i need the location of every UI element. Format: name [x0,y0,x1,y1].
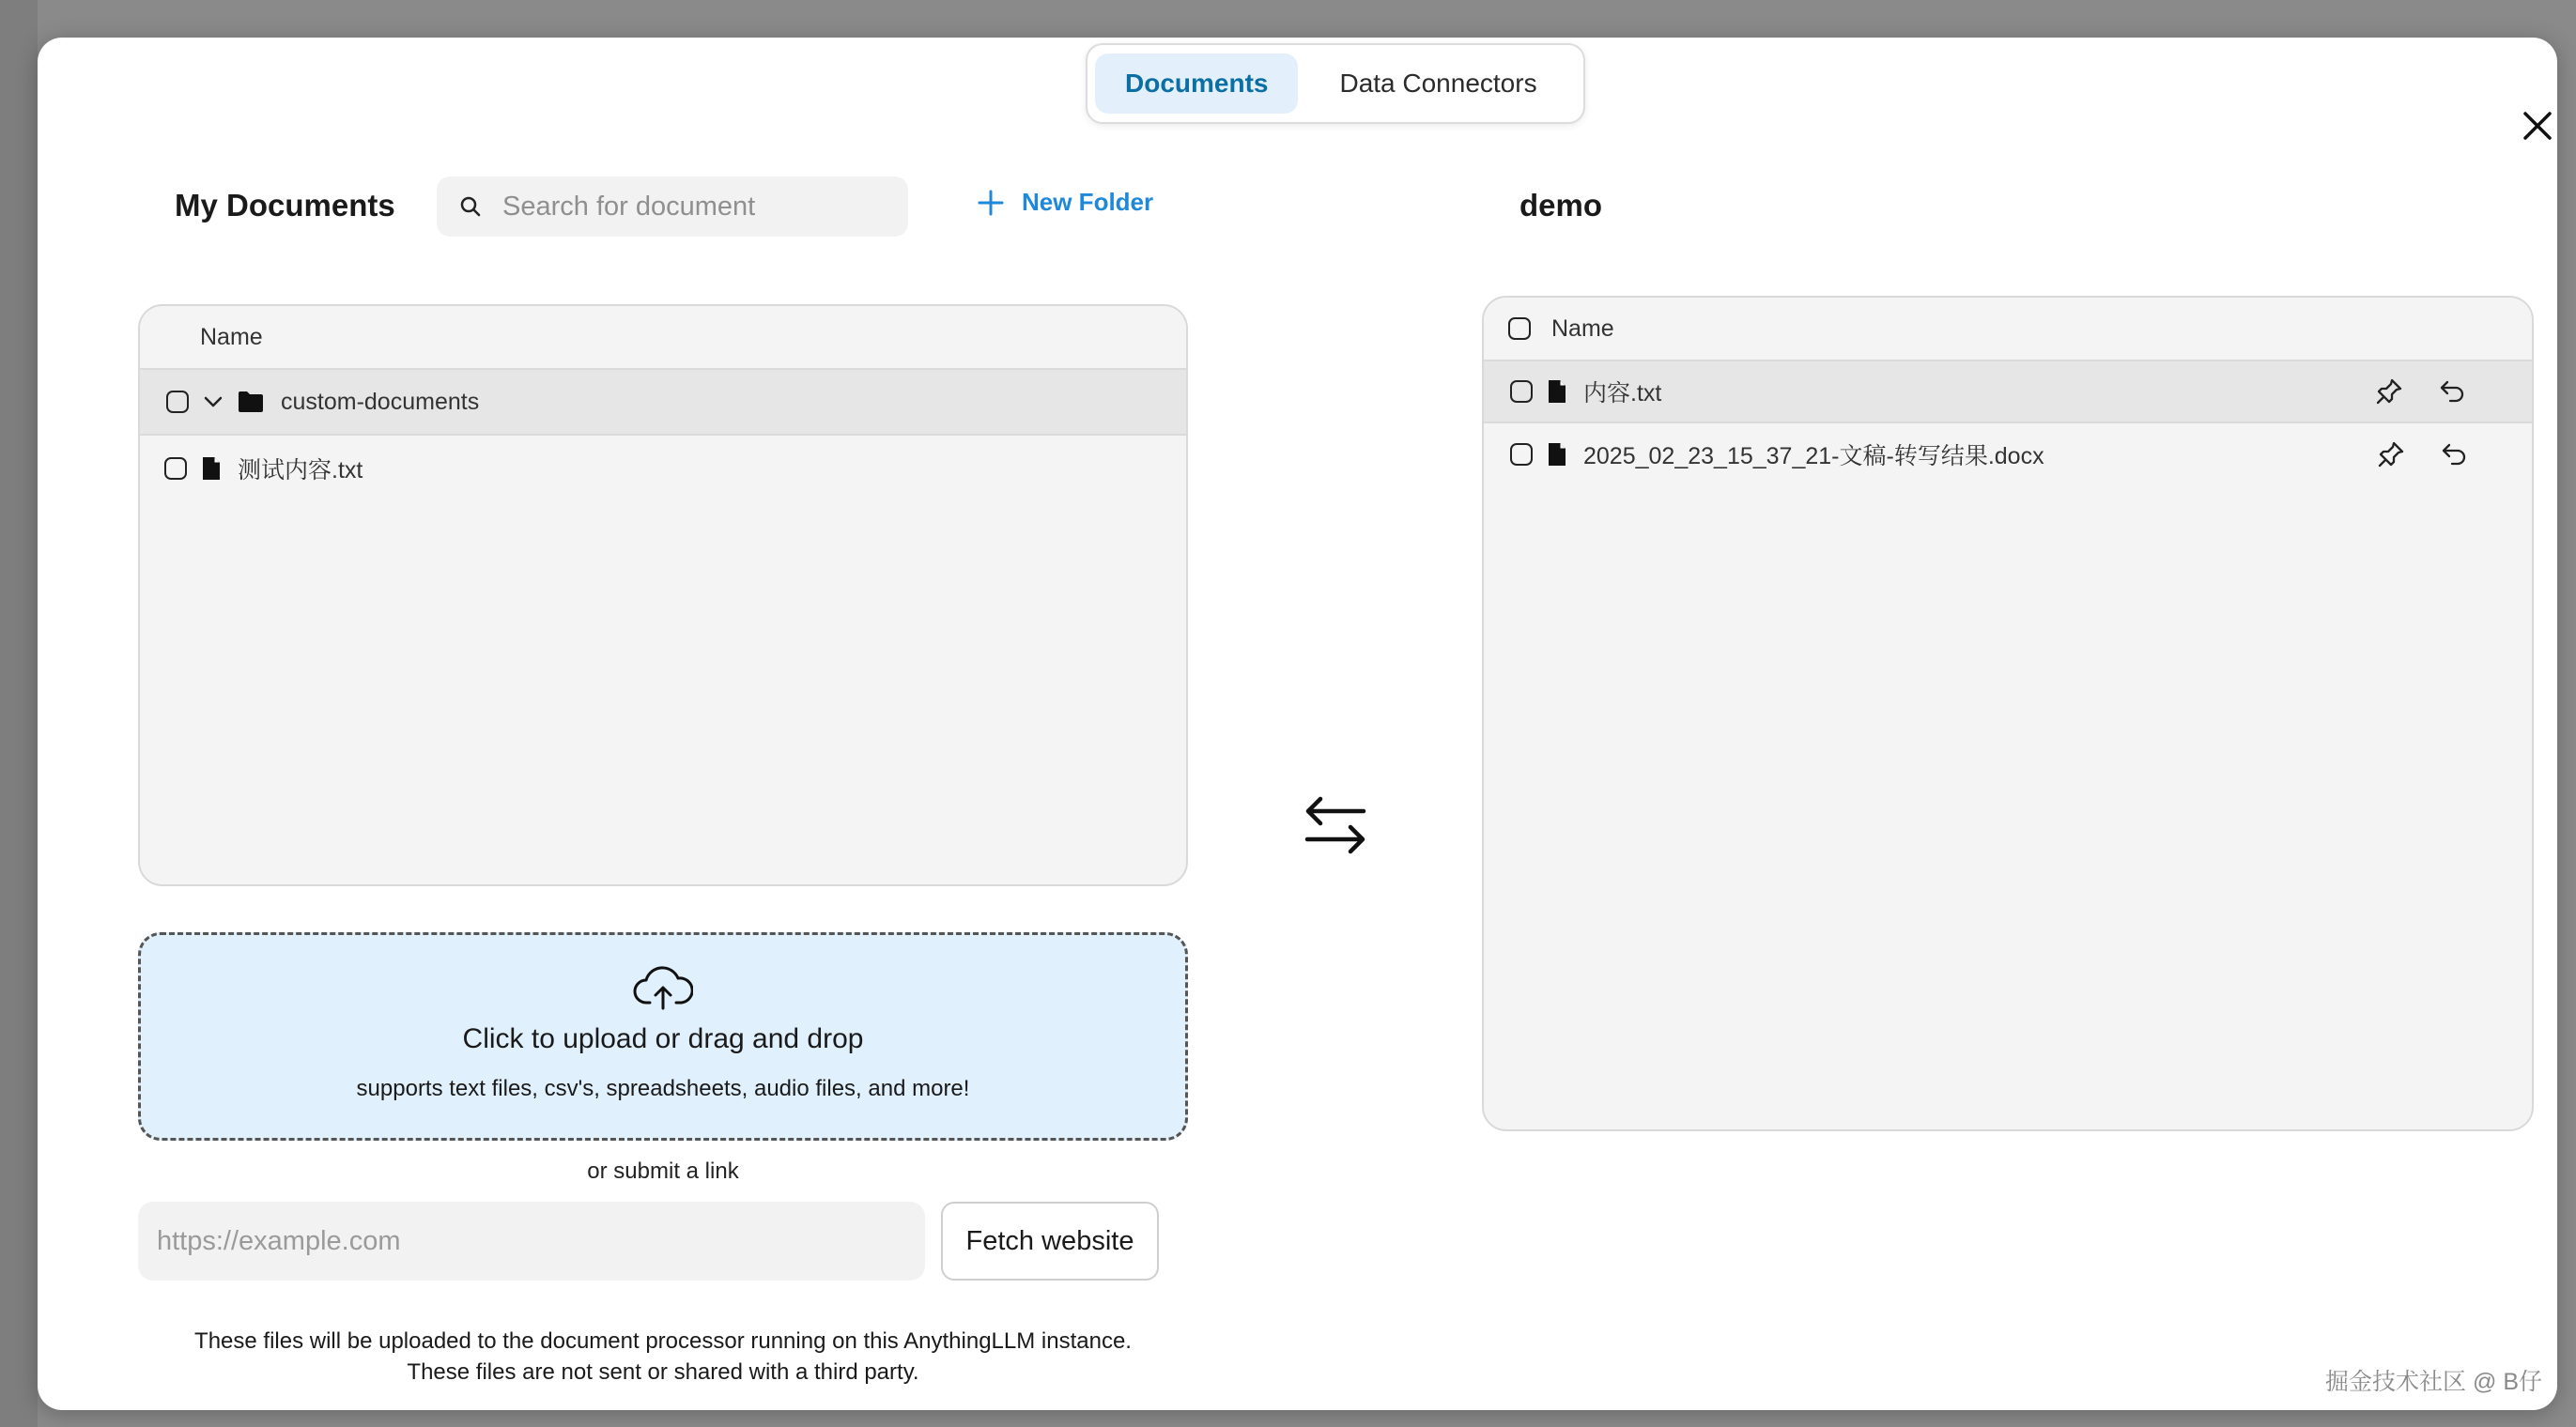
file-row[interactable] [140,436,1186,501]
workspace-file-row[interactable] [1484,423,2532,485]
row-checkbox[interactable] [1510,380,1533,403]
workspace-title: demo [1519,188,1603,222]
file-icon [1548,379,1566,404]
my-documents-title: My Documents [175,188,395,222]
upload-subtitle: supports text files, csv's, spreadsheets, audio files, and more! [356,1076,970,1101]
tab-documents[interactable]: Documents [1095,54,1298,114]
modal-tabs [1086,43,1585,124]
disclaimer-line-1: These files will be uploaded to the document processor running on this AnythingLLM instance. [194,1328,1132,1354]
pin-button[interactable] [2370,373,2408,410]
disclaimer-line-2: These files are not sent or shared with a third party. [407,1359,919,1385]
url-input[interactable] [138,1202,925,1281]
new-folder-label: New Folder [1022,188,1154,216]
file-icon [202,456,221,481]
list-header [1484,298,2532,361]
row-checkbox[interactable] [164,457,187,480]
file-icon [1548,442,1566,467]
upload-dropzone[interactable] [138,932,1188,1141]
tab-data-connectors[interactable]: Data Connectors [1339,69,1537,98]
chevron-down-icon[interactable] [202,391,224,413]
close-icon [2522,110,2553,142]
pin-icon [2377,440,2405,468]
background-sidebar [0,0,38,1427]
undo-icon [2440,440,2468,468]
my-documents-list [138,304,1188,886]
remove-from-workspace-button[interactable] [2433,373,2471,410]
submit-link-label: or submit a link [587,1158,739,1184]
search-icon [459,195,482,218]
file-name: 2025_02_23_15_37_21-文稿-转写结果.docx [1583,443,2044,469]
move-documents-button[interactable] [1302,794,1369,856]
close-button[interactable] [2511,100,2564,152]
upload-title: Click to upload or drag and drop [462,1023,864,1054]
plus-icon [977,189,1005,217]
select-all-checkbox[interactable] [1508,317,1531,340]
row-checkbox[interactable] [166,391,189,413]
workspace-file-row[interactable] [1484,361,2532,423]
folder-row-custom-documents[interactable] [140,370,1186,436]
folder-name: custom-documents [281,388,480,415]
column-name-header: Name [200,323,263,350]
cloud-upload-icon [633,965,693,1012]
folder-icon [238,391,264,413]
fetch-website-button[interactable]: Fetch website [941,1202,1159,1281]
file-name: 内容.txt [1583,380,1662,407]
file-name: 测试内容.txt [238,457,363,483]
document-manager-modal [38,38,2557,1410]
remove-from-workspace-button[interactable] [2435,436,2473,473]
upload-disclaimer [138,1326,1188,1388]
new-folder-button[interactable] [977,188,1153,217]
workspace-documents-list [1482,296,2534,1131]
swap-arrows-icon [1302,794,1369,856]
document-search[interactable] [437,176,908,237]
row-checkbox[interactable] [1510,443,1533,466]
pin-icon [2375,377,2403,406]
column-name-header: Name [1551,315,1614,342]
list-header [140,306,1186,370]
search-input[interactable] [502,192,878,222]
pin-button[interactable] [2372,436,2410,473]
watermark: 掘金技术社区 @ B仔 [2325,1369,2542,1395]
undo-icon [2438,377,2466,406]
